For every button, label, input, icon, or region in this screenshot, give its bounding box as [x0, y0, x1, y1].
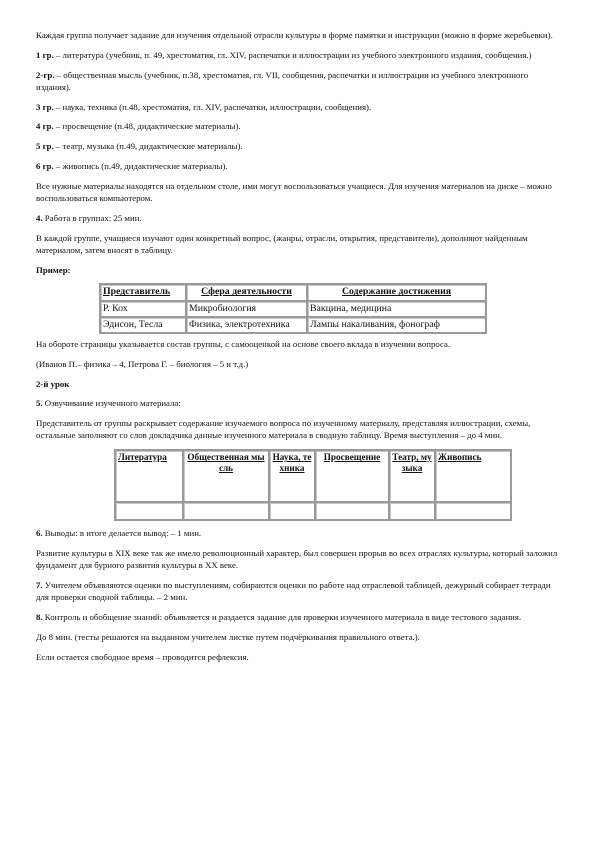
table-header-cell: Содержание достижения: [308, 285, 485, 299]
step-5-description: Представитель от группы раскрывает содержание изучаемого вопроса по изученному материалу, представляя иллюстрации, схемы, остальные заполняют со слов докладчика данные изученного материала в сводную таблицу. Время выступления – до 4 мин.: [36, 418, 531, 441]
step-number: 7.: [36, 579, 43, 590]
table-cell: Лампы накаливания, фонограф: [308, 318, 485, 332]
group-label: 1 гр.: [36, 49, 54, 60]
table-cell: [390, 503, 434, 519]
group-label: 4 гр.: [36, 121, 54, 132]
reflection-note: Если остается свободное время – проводится рефлексия.: [36, 651, 249, 662]
step-6-paragraph: [36, 527, 559, 539]
table-header-cell: Литература: [118, 452, 167, 463]
table-cell: [270, 503, 314, 519]
step-8-paragraph: [36, 611, 559, 623]
table-header-row: [116, 451, 510, 501]
group-text: – театр, музыка (п.49, дидактические материалы).: [53, 141, 243, 152]
group-2-paragraph: [36, 69, 559, 93]
step-number: 4.: [36, 212, 43, 223]
step-8-time-note: До 8 мин. (тесты решаются на выданном учителем листке путем подчёркивания правильного ответа.).: [36, 631, 420, 642]
group-4-paragraph: [36, 120, 559, 132]
group-label: 3 гр.: [36, 101, 54, 112]
group-text: – литература (учебник, п. 49, хрестоматия, гл. XIV, распечатки и иллюстрации из учебного электронного издания, сообщения.): [53, 49, 532, 60]
step-number: 6.: [36, 528, 43, 539]
step-5-paragraph: [36, 397, 559, 409]
reverse-side-note: На обороте страницы указывается состав группы, с самооценкой на основе своего вклада в изучении вопроса.: [36, 338, 451, 349]
group-6-paragraph: [36, 160, 559, 172]
group-label: 5 гр.: [36, 141, 54, 152]
materials-note: Все нужные материалы находятся на отдельном столе, ими могут воспользоваться учащиеся. Для изучения материалов на диске – можно воспользоваться компьютером.: [36, 180, 552, 203]
group-label: 2-гр.: [36, 69, 55, 80]
table-cell: Физика, электротехника: [187, 318, 306, 332]
step-text: Озвучивание изученного материала:: [42, 398, 181, 409]
lesson-2-heading: 2-й урок: [36, 378, 70, 389]
table-cell: [184, 503, 268, 519]
table-cell: Эдисон, Тесла: [101, 318, 185, 332]
table-row: [116, 503, 510, 519]
table-cell: [436, 503, 510, 519]
group-text: – наука, техника (п.48, хрестоматия, гл. XIV, распечатки, иллюстрации, сообщения).: [53, 101, 372, 112]
step-text: Выводы: в итоге делается вывод: – 1 мин.: [42, 528, 202, 539]
table-row: [101, 318, 485, 332]
table-row: [101, 302, 485, 316]
group-3-paragraph: [36, 101, 559, 113]
table-header-cell: Представитель: [101, 285, 185, 299]
table-cell: [316, 503, 388, 519]
reverse-side-example: (Иванов П.– физика – 4, Петрова Г. – биология – 5 и т.д.): [36, 358, 249, 369]
table-header-cell: Общественная мысль: [187, 452, 265, 474]
table-cell: Р. Кох: [101, 302, 185, 316]
step-number: 8.: [36, 611, 43, 622]
table-header-cell: Наука, техника: [272, 452, 312, 474]
group-text: – живопись (п.49, дидактические материалы).: [53, 160, 228, 171]
summary-table: [114, 449, 512, 521]
table-header-row: [101, 285, 485, 299]
table-header-cell: Живопись: [438, 452, 482, 463]
step-4-description: В каждой группе, учащиеся изучают один конкретный вопрос, (жанры, отрасли, открытия, представители), дополняют найденным материалом, затем вносят в таблицу.: [36, 232, 528, 255]
table-cell: [116, 503, 182, 519]
group-1-paragraph: [36, 49, 559, 61]
group-5-paragraph: [36, 140, 559, 152]
step-7-paragraph: [36, 579, 559, 603]
group-text: – общественная мысль (учебник, п.38, хрестоматия, гл. VII, сообщения, распечатки и иллюстрации из учебного электронного издания).: [36, 69, 529, 92]
example-label: Пример:: [36, 264, 71, 275]
step-text: Учителем объявляются оценки по выступлениям, собираются оценки по работе над отраслевой таблицей, дежурный собирает тетради для проверки сводной таблицы. – 2 мин.: [36, 579, 551, 603]
table-header-cell: Сфера деятельности: [187, 285, 306, 299]
intro-paragraph: Каждая группа получает задание для изучения отдельной отрасли культуры в форме памятки и инструкции (можно в форме жеребьевки).: [36, 30, 553, 40]
table-cell: Вакцина, медицина: [308, 302, 485, 316]
conclusion-paragraph: Развитие культуры в XIX веке так же имело революционный характер, был совершен прорыв во всех отраслях культуры, который заложил фундамент для бурного развития культуры в XX веке.: [36, 547, 558, 571]
step-text: Контроль и обобщение знаний: объявляется и раздается задание для проверки изученного материала в виде тестового задания.: [42, 611, 522, 622]
table-header-cell: Театр, музыка: [392, 452, 432, 474]
table-cell: Микробиология: [187, 302, 306, 316]
table-header-cell: Просвещение: [323, 452, 381, 463]
step-number: 5.: [36, 398, 43, 409]
example-table: [99, 283, 487, 334]
group-label: 6 гр.: [36, 160, 54, 171]
document-page: [36, 29, 559, 670]
step-text: Работа в группах: 25 мин.: [42, 212, 142, 223]
step-4-paragraph: [36, 212, 559, 224]
group-text: – просвещение (п.48, дидактические материалы).: [53, 121, 241, 132]
